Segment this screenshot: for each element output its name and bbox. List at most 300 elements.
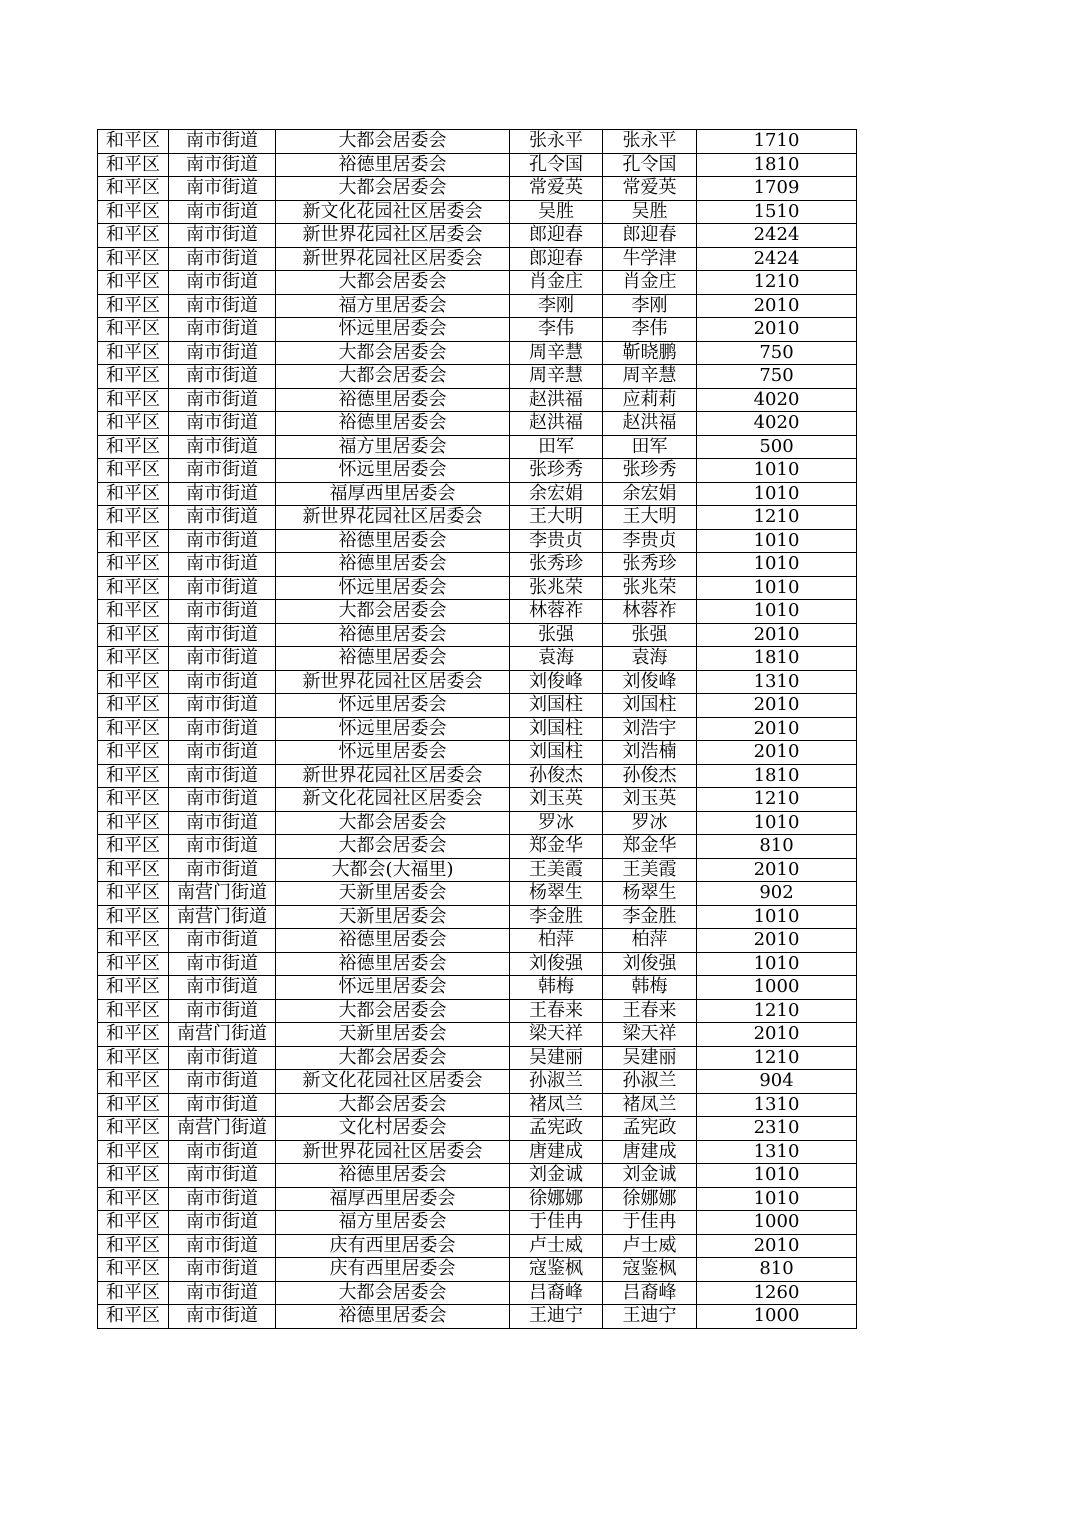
committee-cell: 大都会居委会: [276, 999, 510, 1023]
committee-cell: 裕德里居委会: [276, 153, 510, 177]
district-cell: 和平区: [98, 670, 169, 694]
committee-cell: 福方里居委会: [276, 435, 510, 459]
table-row: [98, 271, 857, 295]
table-row: [98, 1070, 857, 1094]
member-cell: 肖金庄: [603, 271, 697, 295]
member-cell: 刘玉英: [603, 788, 697, 812]
district-cell: 和平区: [98, 576, 169, 600]
street-cell: 南市街道: [169, 130, 276, 154]
amount-cell: 2010: [697, 717, 857, 741]
district-cell: 和平区: [98, 247, 169, 271]
amount-cell: 810: [697, 835, 857, 859]
street-cell: 南市街道: [169, 247, 276, 271]
district-cell: 和平区: [98, 1211, 169, 1235]
street-cell: 南市街道: [169, 952, 276, 976]
amount-cell: 1010: [697, 576, 857, 600]
street-cell: 南市街道: [169, 435, 276, 459]
district-cell: 和平区: [98, 529, 169, 553]
district-cell: 和平区: [98, 600, 169, 624]
amount-cell: 1210: [697, 999, 857, 1023]
committee-cell: 大都会居委会: [276, 600, 510, 624]
street-cell: 南市街道: [169, 1046, 276, 1070]
district-cell: 和平区: [98, 412, 169, 436]
table-row: [98, 1046, 857, 1070]
street-cell: 南市街道: [169, 764, 276, 788]
district-cell: 和平区: [98, 224, 169, 248]
district-cell: 和平区: [98, 1093, 169, 1117]
district-cell: 和平区: [98, 482, 169, 506]
member-cell: 孙淑兰: [603, 1070, 697, 1094]
applicant-cell: 吴胜: [510, 200, 603, 224]
amount-cell: 1260: [697, 1281, 857, 1305]
member-cell: 李刚: [603, 294, 697, 318]
district-cell: 和平区: [98, 1070, 169, 1094]
table-row: [98, 717, 857, 741]
street-cell: 南市街道: [169, 412, 276, 436]
committee-cell: 福厚西里居委会: [276, 482, 510, 506]
district-cell: 和平区: [98, 1117, 169, 1141]
street-cell: 南市街道: [169, 294, 276, 318]
amount-cell: 2424: [697, 224, 857, 248]
district-cell: 和平区: [98, 177, 169, 201]
amount-cell: 1010: [697, 1187, 857, 1211]
applicant-cell: 张兆荣: [510, 576, 603, 600]
member-cell: 韩梅: [603, 976, 697, 1000]
member-cell: 刘俊强: [603, 952, 697, 976]
district-cell: 和平区: [98, 435, 169, 459]
amount-cell: 500: [697, 435, 857, 459]
street-cell: 南市街道: [169, 1070, 276, 1094]
member-cell: 吴建丽: [603, 1046, 697, 1070]
amount-cell: 1310: [697, 1093, 857, 1117]
table-row: [98, 1187, 857, 1211]
applicant-cell: 李贵贞: [510, 529, 603, 553]
district-cell: 和平区: [98, 153, 169, 177]
committee-cell: 庆有西里居委会: [276, 1258, 510, 1282]
applicant-cell: 吕裔峰: [510, 1281, 603, 1305]
committee-cell: 福方里居委会: [276, 294, 510, 318]
committee-cell: 大都会居委会: [276, 365, 510, 389]
table-row: [98, 506, 857, 530]
table-row: [98, 788, 857, 812]
table-row: [98, 1258, 857, 1282]
district-cell: 和平区: [98, 1258, 169, 1282]
street-cell: 南市街道: [169, 341, 276, 365]
amount-cell: 1000: [697, 1305, 857, 1329]
table-row: [98, 929, 857, 953]
applicant-cell: 张秀珍: [510, 553, 603, 577]
applicant-cell: 吴建丽: [510, 1046, 603, 1070]
applicant-cell: 王大明: [510, 506, 603, 530]
committee-cell: 新世界花园社区居委会: [276, 670, 510, 694]
street-cell: 南市街道: [169, 318, 276, 342]
district-cell: 和平区: [98, 341, 169, 365]
table-row: [98, 670, 857, 694]
table-row: [98, 318, 857, 342]
amount-cell: 2424: [697, 247, 857, 271]
district-cell: 和平区: [98, 905, 169, 929]
street-cell: 南市街道: [169, 811, 276, 835]
district-cell: 和平区: [98, 553, 169, 577]
street-cell: 南营门街道: [169, 1117, 276, 1141]
amount-cell: 904: [697, 1070, 857, 1094]
amount-cell: 1010: [697, 553, 857, 577]
amount-cell: 1010: [697, 1164, 857, 1188]
committee-cell: 裕德里居委会: [276, 647, 510, 671]
applicant-cell: 张珍秀: [510, 459, 603, 483]
committee-cell: 怀远里居委会: [276, 694, 510, 718]
applicant-cell: 李伟: [510, 318, 603, 342]
table-row: [98, 224, 857, 248]
amount-cell: 1810: [697, 764, 857, 788]
applicant-cell: 孟宪政: [510, 1117, 603, 1141]
applicant-cell: 林蓉祚: [510, 600, 603, 624]
amount-cell: 1810: [697, 153, 857, 177]
table-row: [98, 835, 857, 859]
amount-cell: 2010: [697, 858, 857, 882]
table-row: [98, 365, 857, 389]
member-cell: 梁天祥: [603, 1023, 697, 1047]
committee-cell: 新世界花园社区居委会: [276, 1140, 510, 1164]
amount-cell: 1010: [697, 482, 857, 506]
street-cell: 南市街道: [169, 529, 276, 553]
amount-cell: 2010: [697, 1234, 857, 1258]
street-cell: 南市街道: [169, 694, 276, 718]
member-cell: 李金胜: [603, 905, 697, 929]
amount-cell: 1010: [697, 952, 857, 976]
district-cell: 和平区: [98, 999, 169, 1023]
street-cell: 南营门街道: [169, 905, 276, 929]
applicant-cell: 李金胜: [510, 905, 603, 929]
table-row: [98, 905, 857, 929]
member-cell: 卢士威: [603, 1234, 697, 1258]
street-cell: 南市街道: [169, 153, 276, 177]
member-cell: 刘金诚: [603, 1164, 697, 1188]
member-cell: 孟宪政: [603, 1117, 697, 1141]
committee-cell: 怀远里居委会: [276, 459, 510, 483]
street-cell: 南市街道: [169, 1281, 276, 1305]
committee-cell: 怀远里居委会: [276, 318, 510, 342]
street-cell: 南市街道: [169, 459, 276, 483]
committee-cell: 裕德里居委会: [276, 412, 510, 436]
committee-cell: 怀远里居委会: [276, 976, 510, 1000]
applicant-cell: 郑金华: [510, 835, 603, 859]
committee-cell: 新文化花园社区居委会: [276, 1070, 510, 1094]
applicant-cell: 刘金诚: [510, 1164, 603, 1188]
member-cell: 张强: [603, 623, 697, 647]
member-cell: 刘浩宇: [603, 717, 697, 741]
street-cell: 南市街道: [169, 1140, 276, 1164]
applicant-cell: 梁天祥: [510, 1023, 603, 1047]
table-row: [98, 200, 857, 224]
committee-cell: 大都会居委会: [276, 1046, 510, 1070]
member-cell: 张珍秀: [603, 459, 697, 483]
district-cell: 和平区: [98, 506, 169, 530]
committee-cell: 新文化花园社区居委会: [276, 788, 510, 812]
table-row: [98, 1164, 857, 1188]
applicant-cell: 王美霞: [510, 858, 603, 882]
committee-cell: 怀远里居委会: [276, 576, 510, 600]
member-cell: 张永平: [603, 130, 697, 154]
street-cell: 南市街道: [169, 388, 276, 412]
street-cell: 南市街道: [169, 1187, 276, 1211]
table-row: [98, 858, 857, 882]
member-cell: 张秀珍: [603, 553, 697, 577]
member-cell: 林蓉祚: [603, 600, 697, 624]
street-cell: 南市街道: [169, 976, 276, 1000]
committee-cell: 新文化花园社区居委会: [276, 200, 510, 224]
member-cell: 应莉莉: [603, 388, 697, 412]
applicant-cell: 徐娜娜: [510, 1187, 603, 1211]
table-row: [98, 576, 857, 600]
member-cell: 寇鉴枫: [603, 1258, 697, 1282]
committee-cell: 裕德里居委会: [276, 1164, 510, 1188]
applicant-cell: 孙淑兰: [510, 1070, 603, 1094]
amount-cell: 1210: [697, 506, 857, 530]
applicant-cell: 郎迎春: [510, 247, 603, 271]
applicant-cell: 王春来: [510, 999, 603, 1023]
applicant-cell: 肖金庄: [510, 271, 603, 295]
member-cell: 田军: [603, 435, 697, 459]
street-cell: 南市街道: [169, 788, 276, 812]
table-row: [98, 388, 857, 412]
street-cell: 南市街道: [169, 929, 276, 953]
amount-cell: 4020: [697, 412, 857, 436]
district-cell: 和平区: [98, 623, 169, 647]
street-cell: 南市街道: [169, 224, 276, 248]
table-row: [98, 976, 857, 1000]
amount-cell: 2010: [697, 929, 857, 953]
street-cell: 南市街道: [169, 835, 276, 859]
street-cell: 南市街道: [169, 1258, 276, 1282]
district-cell: 和平区: [98, 741, 169, 765]
amount-cell: 1010: [697, 905, 857, 929]
district-cell: 和平区: [98, 1305, 169, 1329]
amount-cell: 750: [697, 365, 857, 389]
member-cell: 靳晓鹏: [603, 341, 697, 365]
district-cell: 和平区: [98, 835, 169, 859]
applicant-cell: 周辛慧: [510, 341, 603, 365]
committee-cell: 新世界花园社区居委会: [276, 506, 510, 530]
street-cell: 南营门街道: [169, 882, 276, 906]
member-cell: 吴胜: [603, 200, 697, 224]
applicant-cell: 赵洪福: [510, 388, 603, 412]
member-cell: 刘国柱: [603, 694, 697, 718]
applicant-cell: 于佳冉: [510, 1211, 603, 1235]
amount-cell: 2010: [697, 318, 857, 342]
committee-cell: 裕德里居委会: [276, 529, 510, 553]
amount-cell: 902: [697, 882, 857, 906]
amount-cell: 1310: [697, 670, 857, 694]
applicant-cell: 赵洪福: [510, 412, 603, 436]
member-cell: 常爱英: [603, 177, 697, 201]
street-cell: 南市街道: [169, 365, 276, 389]
table-row: [98, 999, 857, 1023]
table-row: [98, 341, 857, 365]
committee-cell: 福方里居委会: [276, 1211, 510, 1235]
street-cell: 南市街道: [169, 1305, 276, 1329]
table-row: [98, 811, 857, 835]
member-cell: 张兆荣: [603, 576, 697, 600]
applicant-cell: 王迪宁: [510, 1305, 603, 1329]
district-cell: 和平区: [98, 929, 169, 953]
table-row: [98, 882, 857, 906]
table-row: [98, 1023, 857, 1047]
amount-cell: 2010: [697, 623, 857, 647]
street-cell: 南市街道: [169, 1093, 276, 1117]
committee-cell: 裕德里居委会: [276, 1305, 510, 1329]
amount-cell: 2010: [697, 694, 857, 718]
committee-cell: 福厚西里居委会: [276, 1187, 510, 1211]
applicant-cell: 刘俊峰: [510, 670, 603, 694]
applicant-cell: 刘国柱: [510, 741, 603, 765]
district-cell: 和平区: [98, 717, 169, 741]
member-cell: 杨翠生: [603, 882, 697, 906]
member-cell: 徐娜娜: [603, 1187, 697, 1211]
table-row: [98, 1211, 857, 1235]
member-cell: 柏萍: [603, 929, 697, 953]
applicant-cell: 罗冰: [510, 811, 603, 835]
member-cell: 褚凤兰: [603, 1093, 697, 1117]
street-cell: 南市街道: [169, 623, 276, 647]
member-cell: 袁海: [603, 647, 697, 671]
district-cell: 和平区: [98, 1046, 169, 1070]
street-cell: 南市街道: [169, 999, 276, 1023]
committee-cell: 怀远里居委会: [276, 741, 510, 765]
district-cell: 和平区: [98, 1281, 169, 1305]
member-cell: 赵洪福: [603, 412, 697, 436]
committee-cell: 新世界花园社区居委会: [276, 247, 510, 271]
committee-cell: 大都会居委会: [276, 341, 510, 365]
committee-cell: 怀远里居委会: [276, 717, 510, 741]
member-cell: 王大明: [603, 506, 697, 530]
table-row: [98, 694, 857, 718]
table-row: [98, 1117, 857, 1141]
committee-cell: 庆有西里居委会: [276, 1234, 510, 1258]
district-cell: 和平区: [98, 858, 169, 882]
committee-cell: 大都会居委会: [276, 271, 510, 295]
member-cell: 李伟: [603, 318, 697, 342]
district-cell: 和平区: [98, 952, 169, 976]
district-cell: 和平区: [98, 130, 169, 154]
table-row: [98, 153, 857, 177]
committee-cell: 大都会居委会: [276, 811, 510, 835]
member-cell: 郑金华: [603, 835, 697, 859]
committee-cell: 大都会居委会: [276, 130, 510, 154]
table-row: [98, 623, 857, 647]
street-cell: 南市街道: [169, 506, 276, 530]
member-cell: 王美霞: [603, 858, 697, 882]
amount-cell: 1000: [697, 1211, 857, 1235]
committee-cell: 文化村居委会: [276, 1117, 510, 1141]
street-cell: 南市街道: [169, 1164, 276, 1188]
street-cell: 南市街道: [169, 858, 276, 882]
applicant-cell: 刘国柱: [510, 717, 603, 741]
district-cell: 和平区: [98, 788, 169, 812]
amount-cell: 1709: [697, 177, 857, 201]
committee-cell: 大都会居委会: [276, 1093, 510, 1117]
table-row: [98, 130, 857, 154]
member-cell: 刘俊峰: [603, 670, 697, 694]
member-cell: 牛学津: [603, 247, 697, 271]
amount-cell: 1810: [697, 647, 857, 671]
amount-cell: 2310: [697, 1117, 857, 1141]
district-cell: 和平区: [98, 388, 169, 412]
member-cell: 唐建成: [603, 1140, 697, 1164]
table-row: [98, 741, 857, 765]
applicant-cell: 袁海: [510, 647, 603, 671]
district-cell: 和平区: [98, 459, 169, 483]
district-cell: 和平区: [98, 811, 169, 835]
committee-cell: 天新里居委会: [276, 1023, 510, 1047]
member-cell: 李贵贞: [603, 529, 697, 553]
street-cell: 南市街道: [169, 741, 276, 765]
district-cell: 和平区: [98, 1023, 169, 1047]
amount-cell: 4020: [697, 388, 857, 412]
member-cell: 孔令国: [603, 153, 697, 177]
applicant-cell: 周辛慧: [510, 365, 603, 389]
table-row: [98, 600, 857, 624]
amount-cell: 2010: [697, 294, 857, 318]
district-cell: 和平区: [98, 882, 169, 906]
district-cell: 和平区: [98, 1140, 169, 1164]
table-row: [98, 412, 857, 436]
applicant-cell: 常爱英: [510, 177, 603, 201]
member-cell: 刘浩楠: [603, 741, 697, 765]
table-body: [98, 130, 857, 1329]
member-cell: 周辛慧: [603, 365, 697, 389]
committee-cell: 大都会居委会: [276, 177, 510, 201]
applicant-cell: 杨翠生: [510, 882, 603, 906]
amount-cell: 1010: [697, 600, 857, 624]
district-cell: 和平区: [98, 976, 169, 1000]
street-cell: 南市街道: [169, 647, 276, 671]
applicant-cell: 孔令国: [510, 153, 603, 177]
applicant-cell: 张强: [510, 623, 603, 647]
district-cell: 和平区: [98, 1164, 169, 1188]
district-cell: 和平区: [98, 271, 169, 295]
applicant-cell: 刘玉英: [510, 788, 603, 812]
table-row: [98, 1234, 857, 1258]
committee-cell: 裕德里居委会: [276, 553, 510, 577]
committee-cell: 大都会居委会: [276, 835, 510, 859]
district-cell: 和平区: [98, 647, 169, 671]
street-cell: 南市街道: [169, 177, 276, 201]
street-cell: 南营门街道: [169, 1023, 276, 1047]
committee-cell: 新世界花园社区居委会: [276, 764, 510, 788]
street-cell: 南市街道: [169, 482, 276, 506]
applicant-cell: 柏萍: [510, 929, 603, 953]
street-cell: 南市街道: [169, 576, 276, 600]
committee-cell: 天新里居委会: [276, 905, 510, 929]
member-cell: 王迪宁: [603, 1305, 697, 1329]
amount-cell: 1000: [697, 976, 857, 1000]
committee-cell: 裕德里居委会: [276, 952, 510, 976]
district-cell: 和平区: [98, 294, 169, 318]
applicant-cell: 田军: [510, 435, 603, 459]
district-cell: 和平区: [98, 200, 169, 224]
committee-cell: 裕德里居委会: [276, 929, 510, 953]
data-table: [97, 129, 857, 1329]
table-row: [98, 1281, 857, 1305]
street-cell: 南市街道: [169, 670, 276, 694]
street-cell: 南市街道: [169, 600, 276, 624]
applicant-cell: 褚凤兰: [510, 1093, 603, 1117]
amount-cell: 1010: [697, 459, 857, 483]
district-cell: 和平区: [98, 694, 169, 718]
table-row: [98, 482, 857, 506]
amount-cell: 1010: [697, 529, 857, 553]
